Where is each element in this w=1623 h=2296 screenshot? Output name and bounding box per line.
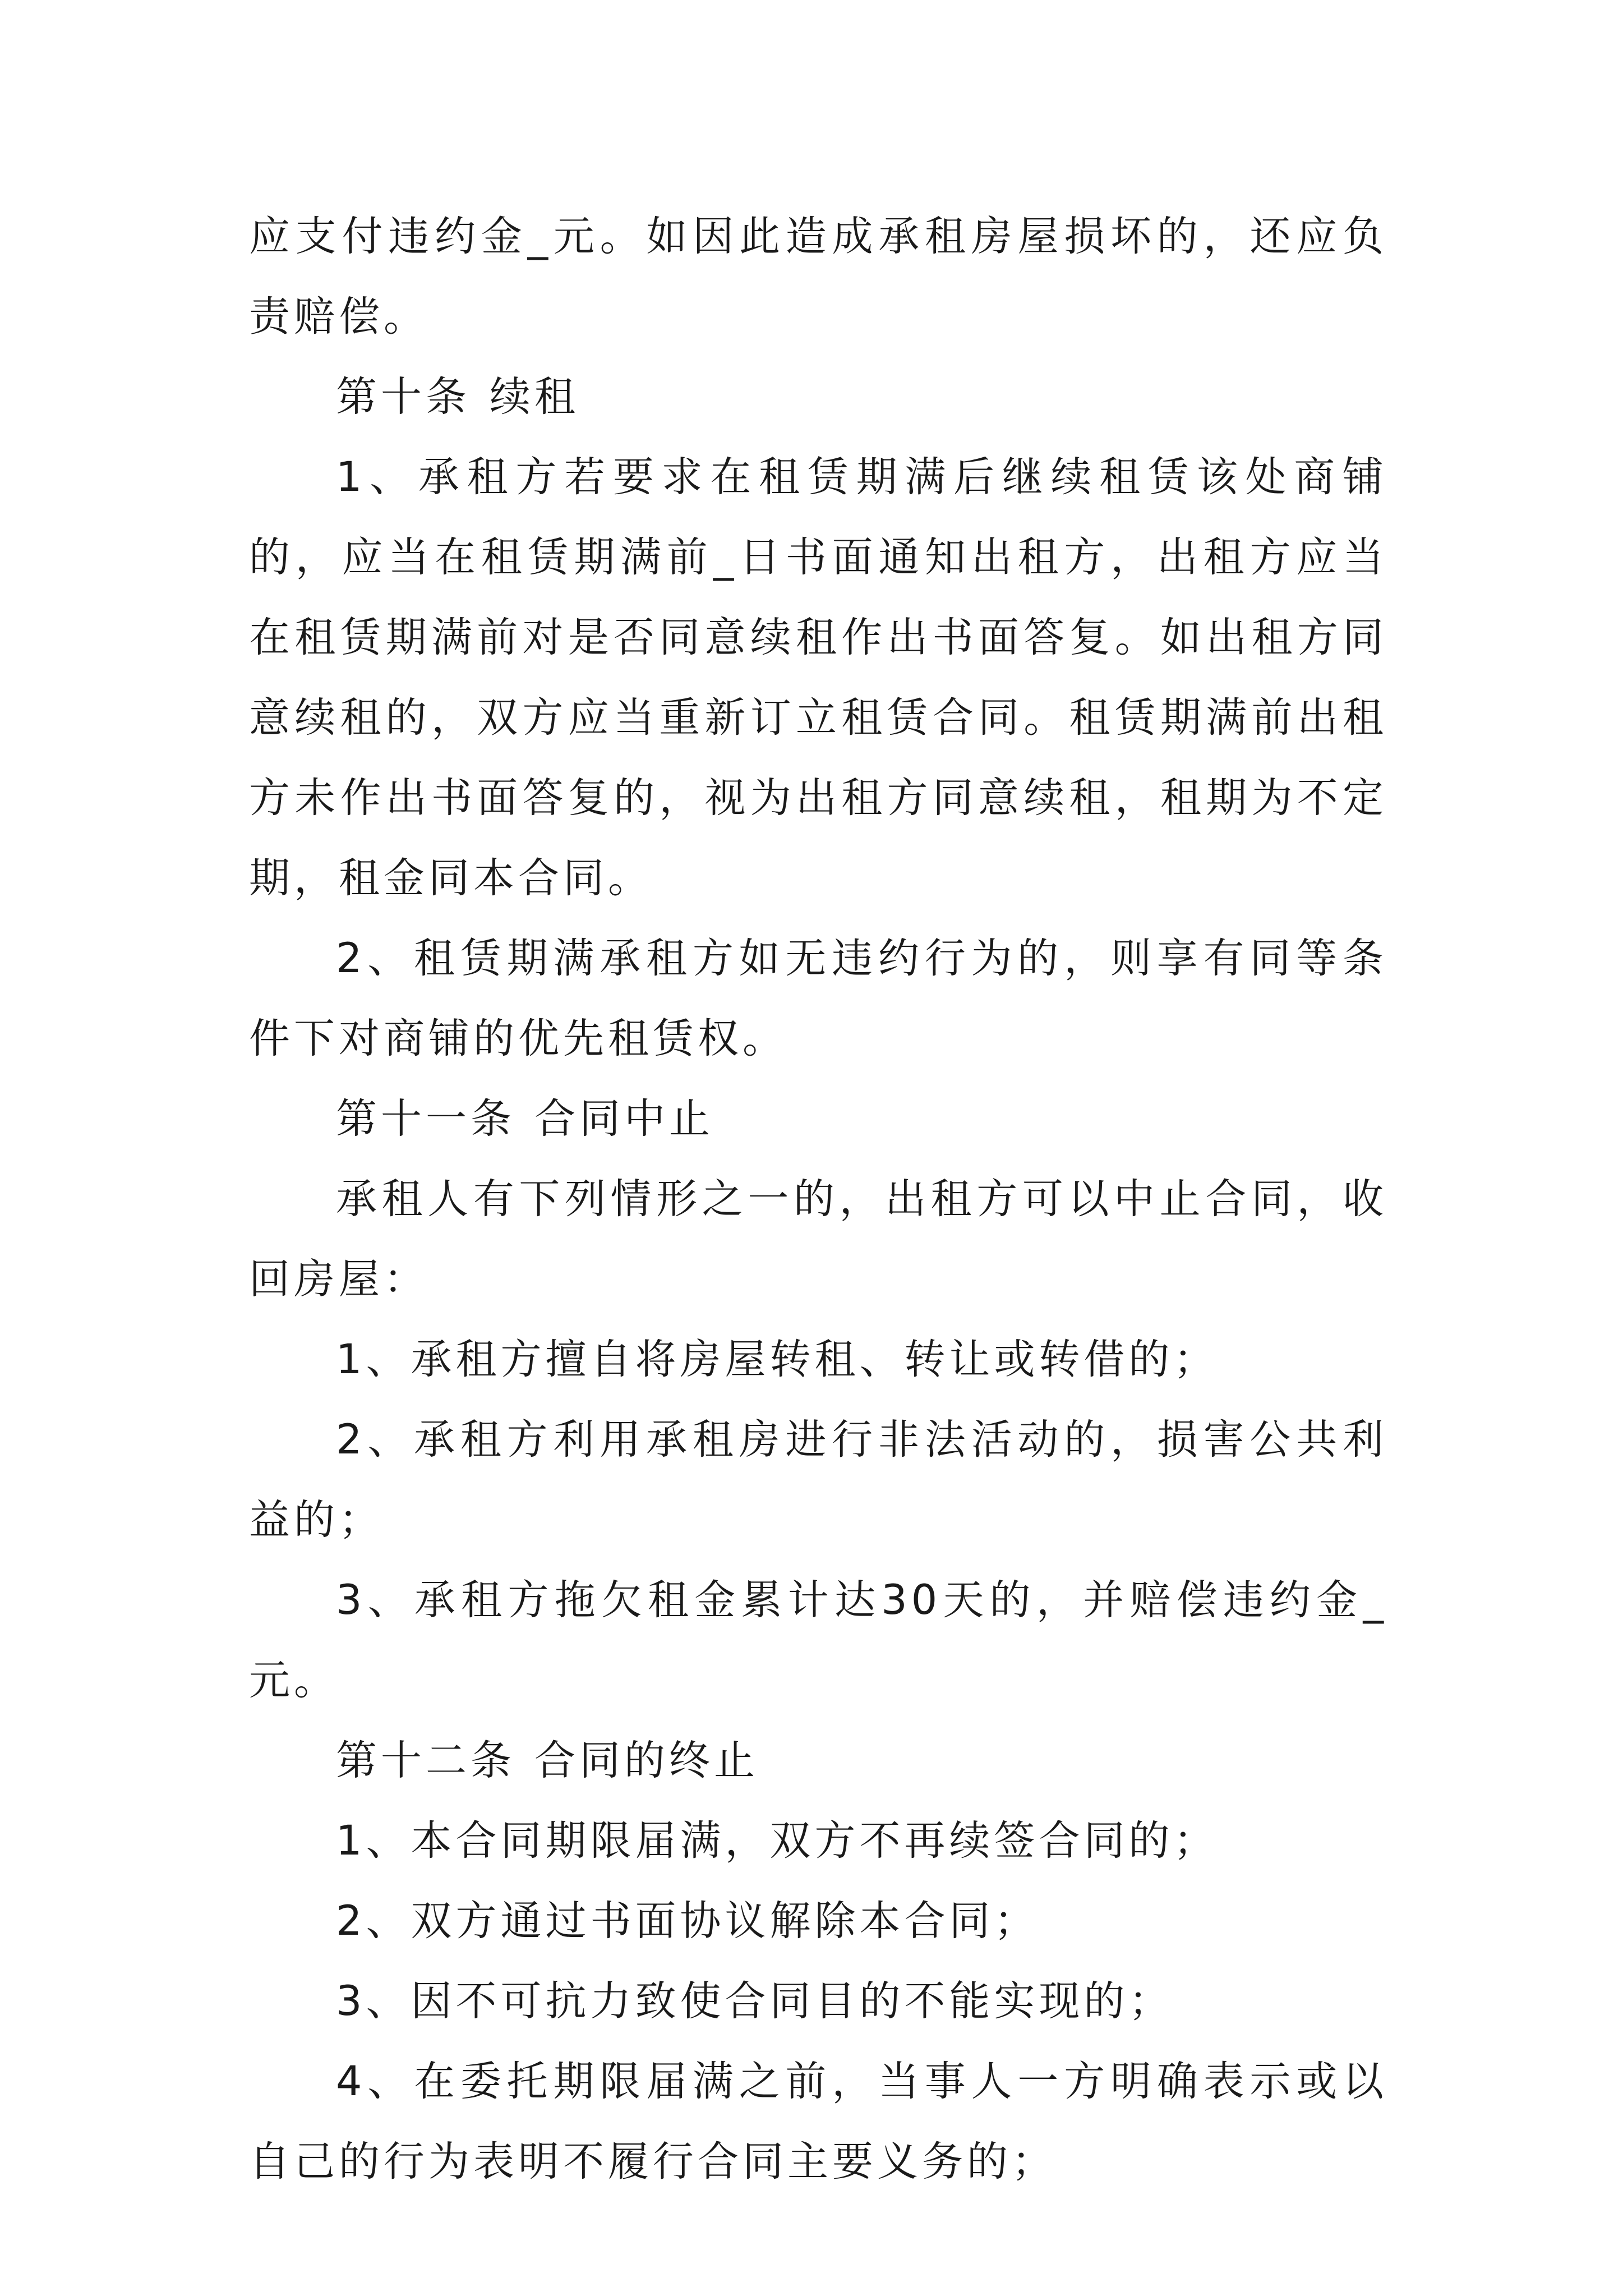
clause-paragraph: 2、承租方利用承租房进行非法活动的，损害公共利益的；	[249, 1416, 1387, 1544]
article-12-heading	[249, 1720, 1387, 1801]
clause-paragraph: 1、承租方擅自将房屋转租、转让或转借的；	[336, 1336, 1219, 1383]
article-10-heading	[249, 357, 1387, 437]
article-number: 第十条	[336, 373, 471, 421]
document-body	[249, 196, 1387, 2202]
article-11-heading	[249, 1079, 1387, 1159]
clause-paragraph: 2、租赁期满承租方如无违约行为的，则享有同等条件下对商铺的优先租赁权。	[249, 935, 1387, 1062]
clause-paragraph: 2、双方通过书面协议解除本合同；	[336, 1897, 1039, 1945]
article-title: 合同的终止	[534, 1737, 759, 1784]
clause-paragraph: 承租人有下列情形之一的，出租方可以中止合同，收回房屋：	[249, 1175, 1387, 1303]
article-number: 第十一条	[336, 1095, 515, 1143]
clause-paragraph: 3、因不可抗力致使合同目的不能实现的；	[336, 1977, 1174, 2025]
clause-paragraph: 1、承租方若要求在租赁期满后继续租赁该处商铺的，应当在租赁期满前_日书面通知出租方，出租方应当在租赁期满前对是否同意续租作出书面答复。如出租方同意续租的，双方应当重新订立租赁合同。租赁期满前出租方未作出书面答复的，视为出租方同意续租，租期为不定期，租金同本合同。	[249, 453, 1387, 902]
clause-paragraph: 1、本合同期限届满，双方不再续签合同的；	[336, 1817, 1219, 1865]
clause-paragraph: 4、在委托期限届满之前，当事人一方明确表示或以自己的行为表明不履行合同主要义务的；	[249, 2058, 1387, 2185]
article-title: 合同中止	[534, 1095, 714, 1143]
article-number: 第十二条	[336, 1737, 515, 1784]
clause-paragraph: 3、承租方拖欠租金累计达30天的，并赔偿违约金_元。	[249, 1576, 1387, 1704]
article-title: 续租	[490, 373, 579, 421]
paragraph-continuation: 应支付违约金_元。如因此造成承租房屋损坏的，还应负责赔偿。	[249, 213, 1387, 341]
